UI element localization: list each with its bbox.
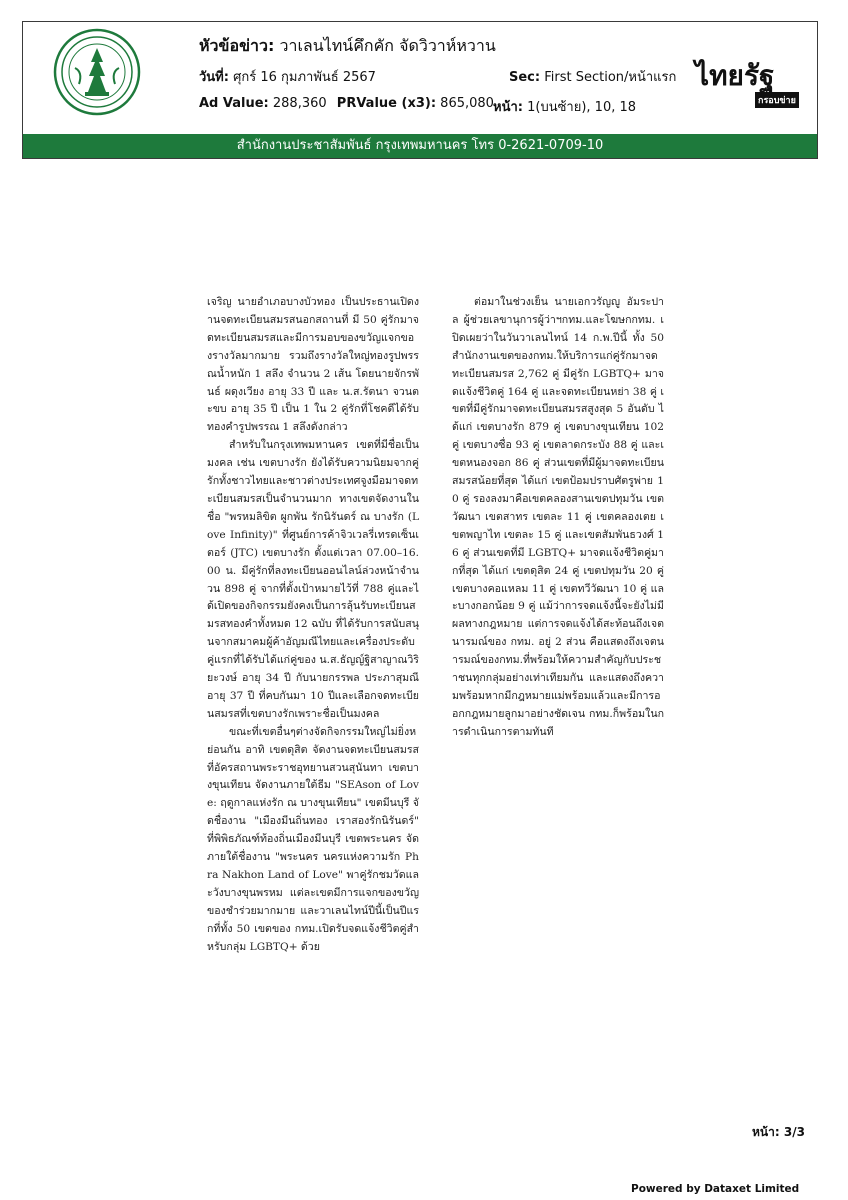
page-row — [493, 96, 636, 117]
page-value: 1(บนซ้าย), 10, 18 — [527, 100, 637, 115]
value-row — [199, 96, 494, 111]
page-number-label: หน้า: — [752, 1125, 780, 1139]
section-row — [509, 66, 676, 87]
clipping-info — [199, 22, 677, 136]
date-label: วันที่: — [199, 70, 229, 85]
headline-label: หัวข้อข่าว: — [199, 36, 275, 55]
headline-row — [199, 34, 496, 59]
article-column-2 — [452, 294, 664, 742]
headline: วาเลนไทน์คึกคัก จัดวิวาห์หวาน — [279, 36, 496, 55]
section-value: First Section/หน้าแรก — [544, 70, 677, 85]
col1-paragraph-1: เจริญ นายอำเภอบางบัวทอง เป็นประธานเปิดงานจดทะเบียนสมรสนอกสถานที่ มี 50 คู่รักมาจดทะเบียนสมรสและมีการมอบของขวัญแจกของรางวัลมากมาย รวมถึงรางวัลใหญ่ทองรูปพรรณน้ำหนัก 1 สลึง จำนวน 2 เส้น โดยนายจักรพันธ์ ผดุงเวียง อายุ 33 ปี และ น.ส.รัตนา จวนตะขบ อายุ 35 ปี เป็น 1 ใน 2 คู่รักที่โชคดีได้รับทองคำรูปพรรณ 1 สลึงดังกล่าว — [207, 296, 419, 434]
logo-sub-text: กรอบข่าย — [755, 92, 799, 108]
bangkok-seal-icon — [53, 28, 141, 116]
page-number — [752, 1123, 805, 1142]
page-number-value: 3/3 — [783, 1125, 805, 1139]
pr-value-label: PRValue (x3): — [336, 96, 437, 111]
col2-paragraph-1: ต่อมาในช่วงเย็น นายเอกวรัญญู อัมระปาล ผู้ช่วยเลขานุการผู้ว่าฯกทม.และโฆษกกทม. เปิดเผยว่าในวันวาเลนไทน์ 14 ก.พ.ปีนี้ ทั้ง 50 สำนักงานเขตของกทม.ให้บริการแก่คู่รักมาจดทะเบียนสมรส 2,762 คู่ มีคู่รัก LGBTQ+ มาจดแจ้งชีวิตคู่ 164 คู่ และจดทะเบียนหย่า 38 คู่ เขตที่มีคู่รักมาจดทะเบียนสมรสสูงสุด 5 อันดับ ได้แก่ เขตบางรัก 879 คู่ เขตบางขุนเทียน 102 คู่ เขตบางซื่อ 93 คู่ เขตลาดกระบัง 88 คู่ และเขตหนองจอก 86 คู่ ส่วนเขตที่มีผู้มาจดทะเบียนสมรสน้อยที่สุด ได้แก่ เขตป้อมปราบศัตรูพ่าย 10 คู่ รองลงมาคือเขตคลองสานเขตปทุมวัน เขตวัฒนา เขตสาทร เขตละ 11 คู่ เขตคลองเตย เขตพญาไท เขตละ 15 คู่ และเขตสัมพันธวงศ์ 16 คู่ ส่วนเขตที่มี LGBTQ+ มาจดแจ้งชีวิตคู่มากที่สุด ได้แก่ เขตดุสิต 24 คู่ เขตปทุมวัน 20 คู่ เขตบางคอแหลม 11 คู่ เขตทวีวัฒนา 10 คู่ และบางกอกน้อย 9 คู่ แม้ว่าการจดแจ้งนี้จะยังไม่มีผลทางกฎหมาย แต่การจดแจ้งได้สะท้อนถึงเจตนารมณ์ของ กทม. อยู่ 2 ส่วน คือแสดงถึงเจตนารมณ์ของกทม.ที่พร้อมให้ความสำคัญกับประชาชนทุกกลุ่มอย่างเท่าเทียมกัน และแสดงถึงความพร้อมหากมีกฎหมายแม่พร้อมแล้วและมีการออกกฎหมายลูกมาอย่างชัดเจน กทม.ก็พร้อมในการดำเนินการตามทันที — [452, 296, 664, 738]
powered-by: Powered by Dataxet Limited — [631, 1183, 800, 1195]
date-row — [199, 66, 376, 87]
ad-value: 288,360 — [272, 96, 327, 111]
col1-paragraph-2: สำหรับในกรุงเทพมหานคร เขตที่มีชื่อเป็นมงคล เช่น เขตบางรัก ยังได้รับความนิยมจากคู่รักทั้งชาวไทยและชาวต่างประเทศจูงมือมาจดทะเบียนสมรสเป็นจำนวนมาก ทางเขตจัดงานในชื่อ "พรหมลิขิต ผูกพัน รักนิรันดร์ ณ บางรัก (Love Infinity)" ที่ศูนย์การค้าจิวเวลรี่เทรดเซ็นเตอร์ (JTC) เขตบางรัก ตั้งแต่เวลา 07.00–16.00 น. มีคู่รักที่ลงทะเบียนออนไลน์ล่วงหน้าจำนวน 898 คู่ จากที่ตั้งเป้าหมายไว้ที่ 788 คู่และได้เปิดของกิจกรรมยังคงเป็นการลุ้นรับทะเบียนสมรสทองคำทั้งหมด 12 ฉบับ ที่ได้รับการสนับสนุนจากสมาคมผู้ค้าอัญมณีไทยและเครื่องประดับ คู่แรกที่ได้รับได้แก่คู่ของ น.ส.ธัญญ์ฐิสาญาณวิริยะวงษ์ อายุ 34 ปี กับนายกรรพล ประภาสุมณี อายุ 37 ปี ที่คบกันมา 10 ปีและเลือกจดทะเบียนสมรสที่เขตบางรักเพราะชื่อเป็นมงคล — [207, 439, 419, 720]
date-value: ศุกร์ 16 กุมภาพันธ์ 2567 — [233, 70, 376, 85]
col1-paragraph-3: ขณะที่เขตอื่นๆต่างจัดกิจกรรมใหญ่ไม่ยิ่งหย่อนกัน อาทิ เขตดุสิต จัดงานจดทะเบียนสมรสที่อัครสถานพระราชอุทยานสวนสุนันทา เขตบางขุนเทียน จัดงานภายใต้ธีม "SEAson of Love: ฤดูกาลแห่งรัก ณ บางขุนเทียน" เขตมีนบุรี จัดชื่องาน "เมืองมีนถิ่นทอง เราสองรักนิรันดร์" ที่พิพิธภัณฑ์ท้องถิ่นเมืองมีนบุรี เขตพระนคร จัดภายใต้ชื่องาน "พระนคร นครแห่งความรัก Phra Nakhon Land of Love" พาคู่รักชมวัดและวังบางขุนพรหม แต่ละเขตมีการแจกของขวัญของชำร่วยมากมาย และวาเลนไทน์ปีนี้เป็นปีแรกที่ทั้ง 50 เขตของ กทม.เปิดรับจดแจ้งชีวิตคู่สำหรับกลุ่ม LGBTQ+ ด้วย — [207, 725, 419, 953]
section-label: Sec: — [509, 70, 541, 85]
pr-value: 865,080 — [440, 96, 494, 111]
office-line: สำนักงานประชาสัมพันธ์ กรุงเทพมหานคร โทร 0-2621-0709-10 — [236, 138, 604, 153]
office-band — [23, 134, 817, 158]
clipping-header — [22, 21, 818, 159]
thairath-logo — [695, 54, 803, 110]
page-label: หน้า: — [493, 100, 523, 115]
ad-value-label: Ad Value: — [199, 96, 269, 111]
logo-main-text: ไทยรัฐ — [695, 59, 775, 92]
article-column-1 — [207, 294, 419, 957]
